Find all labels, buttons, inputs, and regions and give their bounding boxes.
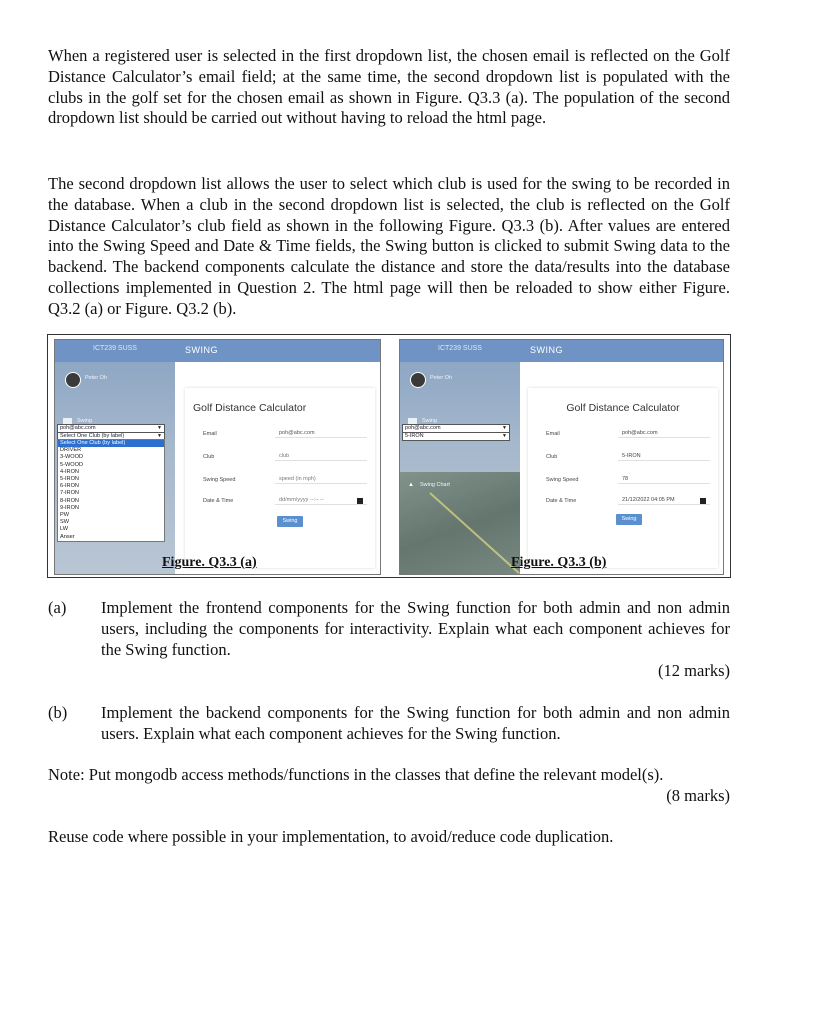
swing-speed-input[interactable]: speed (in mph) (275, 475, 367, 484)
figure-b-caption: Figure. Q3.3 (b) (511, 555, 607, 570)
datetime-input[interactable]: 21/12/2022 04:05 PM (618, 496, 710, 505)
paragraph-intro-2: The second dropdown list allows the user to select which club is used for the swing to be recorded in the database. When a club in the second dropdown list is selected, the club is reflected on the Golf Distance Calculator’s club field as shown in the following Figure. Q3.3 (b). After values are entered into the Swing Speed and Date & Time fields, the Swing button is clicked to submit Swing data to the backend. The backend components calculate the distance and store the data/results into the database collections implemented in Question 2. The html page will then be reloaded to show either Figure. Q3.2 (a) or Figure. Q3.2 (b). (48, 174, 730, 318)
question-a-marks: (12 marks) (658, 661, 730, 680)
dropdown-option[interactable]: 5-WOOD (60, 461, 83, 468)
paragraph-intro-1: When a registered user is selected in the first dropdown list, the chosen email is reflected on the Golf Distance Calculator’s email field; at the same time, the second dropdown list is populated with the clubs in the golf set for the chosen email as shown in Figure. Q3.3 (a). The population of the second dropdown list should be carried out without having to reload the html page. (48, 46, 730, 128)
question-b-text: Implement the backend components for the Swing function for both admin and non admin users. Explain what each component achieves for the Swing function. (101, 703, 730, 743)
dropdown-option[interactable]: LW (60, 526, 68, 533)
club-field[interactable]: 5-IRON (618, 452, 710, 461)
dropdown-option[interactable]: 9-IRON (60, 504, 79, 511)
user-email-select[interactable]: poh@abc.com ▼ (57, 424, 165, 433)
swing-speed-label: Swing Speed (203, 477, 236, 483)
note-text: Note: Put mongodb access methods/functions in the classes that define the relevant model(s). (48, 765, 664, 784)
brand-label: ICT239 SUSS (438, 345, 482, 352)
email-label: Email (546, 431, 560, 437)
figure-a-caption: Figure. Q3.3 (a) (162, 555, 257, 570)
avatar (65, 372, 81, 388)
topbar-title: SWING (530, 345, 563, 355)
chevron-down-icon: ▼ (502, 433, 507, 439)
figure-b-screenshot (399, 339, 724, 575)
topbar-title: SWING (185, 345, 218, 355)
topbar (55, 340, 380, 362)
swing-speed-label: Swing Speed (546, 477, 579, 483)
club-field[interactable]: club (275, 452, 367, 461)
email-label: Email (203, 431, 217, 437)
sidebar (400, 362, 520, 574)
chevron-down-icon: ▼ (157, 425, 162, 431)
sidebar-item-swing-chart[interactable]: Swing Chart (420, 482, 450, 488)
avatar (410, 372, 426, 388)
datetime-label: Date & Time (546, 498, 577, 504)
email-field[interactable]: poh@abc.com (275, 429, 367, 438)
dropdown-option[interactable]: Select One Club (by label) (58, 440, 164, 447)
email-field[interactable]: poh@abc.com (618, 429, 710, 438)
dropdown-option[interactable]: DRIVER (60, 447, 82, 454)
club-label: Club (546, 454, 558, 460)
golf-background-image (400, 472, 520, 575)
topbar (400, 340, 723, 362)
question-b-label: (b) (48, 703, 68, 722)
user-name: Peter Oh (430, 375, 453, 381)
chevron-down-icon: ▼ (502, 425, 507, 431)
card-title: Golf Distance Calculator (566, 402, 680, 414)
figure-container (47, 334, 731, 578)
chevron-down-icon: ▼ (157, 433, 162, 439)
dropdown-option[interactable]: 6-IRON (60, 483, 79, 490)
calculator-card (528, 388, 718, 568)
datetime-input[interactable]: dd/mm/yyyy --:-- -- (275, 496, 367, 505)
question-a-label: (a) (48, 598, 67, 617)
brand-label: ICT239 SUSS (93, 345, 137, 352)
chart-icon: ▲ (408, 482, 414, 488)
dropdown-option[interactable]: SW (60, 519, 70, 526)
card-title: Golf Distance Calculator (193, 402, 307, 414)
sidebar-item-label: Swing (422, 418, 437, 424)
club-dropdown-list[interactable] (57, 439, 165, 542)
figure-a-screenshot (54, 339, 381, 575)
swing-button[interactable]: Swing (616, 514, 642, 525)
dropdown-option[interactable]: 8-IRON (60, 497, 79, 504)
reuse-text: Reuse code where possible in your implementation, to avoid/reduce code duplication. (48, 827, 614, 846)
calendar-icon[interactable] (357, 498, 363, 504)
calculator-card (185, 388, 375, 568)
sidebar-item-label: Swing (77, 418, 92, 424)
club-select[interactable]: 5-IRON ▼ (402, 432, 510, 441)
dropdown-option[interactable]: 7-IRON (60, 490, 79, 497)
question-a-text: Implement the frontend components for the Swing function for both admin and non admin users, including the components for interactivity. Explain what each component achieves for the Swing function. (101, 598, 730, 659)
swing-button[interactable]: Swing (277, 516, 303, 527)
question-b-marks: (8 marks) (666, 786, 730, 805)
dropdown-option[interactable]: 5-IRON (60, 476, 79, 483)
user-name: Peter Oh (85, 375, 108, 381)
club-label: Club (203, 454, 215, 460)
dropdown-option[interactable]: PW (60, 512, 70, 519)
user-email-select[interactable]: poh@abc.com ▼ (402, 424, 510, 433)
dropdown-option[interactable]: 4-IRON (60, 468, 79, 475)
swing-speed-input[interactable]: 78 (618, 475, 710, 484)
datetime-label: Date & Time (203, 498, 234, 504)
dropdown-option[interactable]: 3-WOOD (60, 454, 83, 461)
calendar-icon[interactable] (700, 498, 706, 504)
club-select[interactable]: Select One Club (by label) ▼ (57, 432, 165, 441)
dropdown-option[interactable]: Anser (60, 533, 75, 540)
